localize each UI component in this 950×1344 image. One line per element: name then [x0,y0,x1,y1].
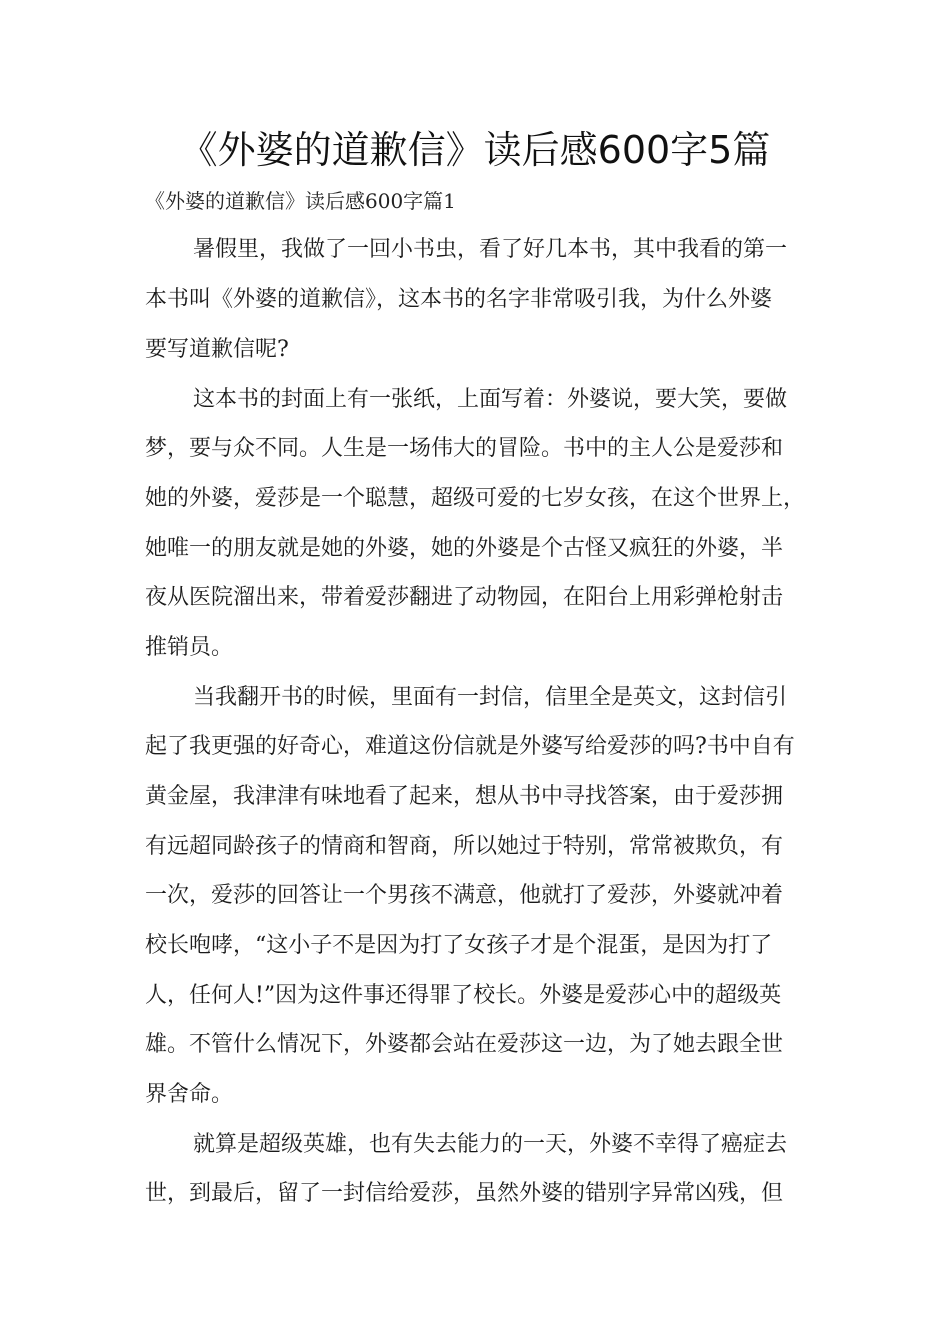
paragraph-line: 要写道歉信呢? [145,337,289,362]
paragraph-line: 有远超同龄孩子的情商和智商，所以她过于特别，常常被欺负，有 [145,834,784,859]
paragraph-line: 校长咆哮，“这小子不是因为打了女孩子才是个混蛋，是因为打了 [145,933,773,958]
paragraph-line: 黄金屋，我津津有味地看了起来，想从书中寻找答案，由于爱莎拥 [145,784,784,809]
paragraph-line: 她唯一的朋友就是她的外婆，她的外婆是个古怪又疯狂的外婆，半 [145,536,784,561]
paragraph-line: 这本书的封面上有一张纸，上面写着：外婆说，要大笑，要做 [193,387,788,412]
paragraph-line: 本书叫《外婆的道歉信》，这本书的名字非常吸引我，为什么外婆 [145,287,773,312]
paragraph-line: 当我翻开书的时候，里面有一封信，信里全是英文，这封信引 [193,685,788,710]
paragraph-line: 一次，爱莎的回答让一个男孩不满意，他就打了爱莎，外婆就冲着 [145,883,784,908]
paragraph-line: 界舍命。 [145,1082,234,1107]
paragraph-line: 雄。不管什么情况下，外婆都会站在爱莎这一边，为了她去跟全世 [145,1032,784,1057]
paragraph-line: 起了我更强的好奇心，难道这份信就是外婆写给爱莎的吗?书中自有 [145,734,795,759]
paragraph-line: 她的外婆，爱莎是一个聪慧，超级可爱的七岁女孩，在这个世界上， [145,486,806,511]
document-title: 《外婆的道歉信》读后感600字5篇 [179,128,771,172]
paragraph-line: 推销员。 [145,635,234,660]
paragraph-line: 夜从医院溜出来，带着爱莎翻进了动物园，在阳台上用彩弹枪射击 [145,585,784,610]
paragraph-line: 世，到最后，留了一封信给爱莎，虽然外婆的错别字异常凶残，但 [145,1181,784,1206]
paragraph-line: 梦，要与众不同。人生是一场伟大的冒险。书中的主人公是爱莎和 [145,436,784,461]
paragraph-line: 暑假里，我做了一回小书虫，看了好几本书，其中我看的第一 [193,237,788,262]
paragraph-line: 就算是超级英雄，也有失去能力的一天，外婆不幸得了癌症去 [193,1132,788,1157]
section-heading: 《外婆的道歉信》读后感600字篇1 [145,189,456,213]
paragraph-line: 人，任何人!”因为这件事还得罪了校长。外婆是爱莎心中的超级英 [145,983,782,1008]
